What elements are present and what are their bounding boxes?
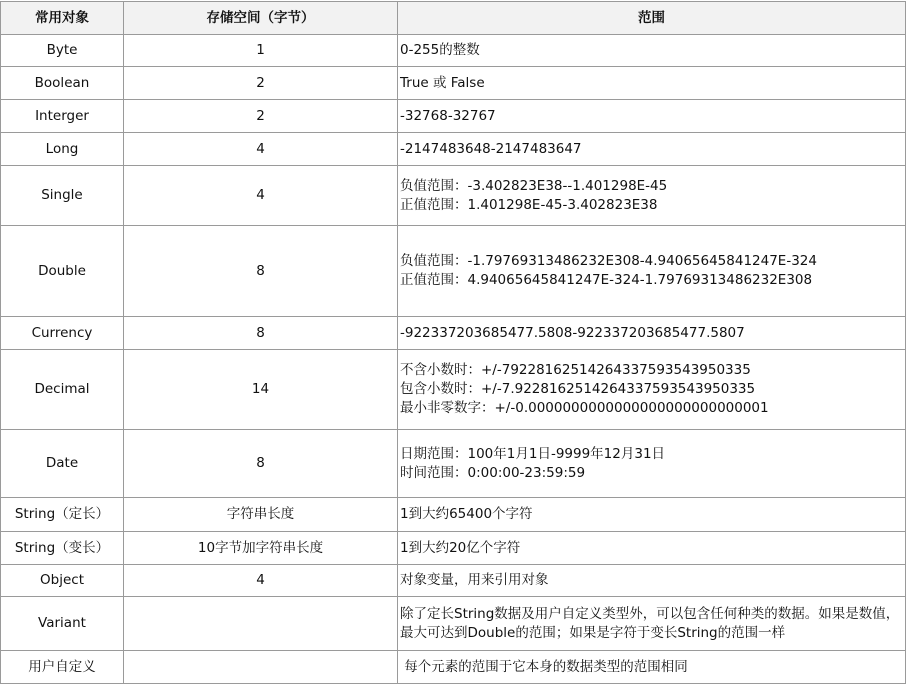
row-size-cell: 8 — [124, 430, 398, 498]
row-range-cell: 日期范围：100年1月1日-9999年12月31日 时间范围：0:00:00-23:59:59 — [398, 430, 906, 498]
row-size-cell — [124, 597, 398, 651]
row-range-cell: 负值范围：-1.79769313486232E308-4.94065645841247E-324 正值范围：4.94065645841247E-324-1.79769313486232E308 — [398, 226, 906, 317]
row-range-cell: -32768-32767 — [398, 100, 906, 133]
row-type-cell: Currency — [1, 317, 124, 350]
table-row — [1, 651, 906, 684]
row-type-cell: String（定长） — [1, 498, 124, 532]
row-size-cell: 8 — [124, 317, 398, 350]
row-size-cell: 4 — [124, 565, 398, 597]
row-range-cell: 1到大约65400个字符 — [398, 498, 906, 532]
row-type-cell: Double — [1, 226, 124, 317]
table-row — [1, 166, 906, 226]
row-range-cell: 0-255的整数 — [398, 35, 906, 67]
row-size-cell: 8 — [124, 226, 398, 317]
row-type-cell: Byte — [1, 35, 124, 67]
table-row — [1, 565, 906, 597]
data-types-table — [0, 1, 906, 684]
row-type-cell: Single — [1, 166, 124, 226]
row-range-cell: 每个元素的范围于它本身的数据类型的范围相同 — [398, 651, 906, 684]
table-row — [1, 597, 906, 651]
row-range-cell: 对象变量，用来引用对象 — [398, 565, 906, 597]
table-row — [1, 317, 906, 350]
row-type-cell: 用户自定义 — [1, 651, 124, 684]
row-range-cell: 1到大约20亿个字符 — [398, 532, 906, 565]
row-type-cell: Boolean — [1, 67, 124, 100]
table-row — [1, 350, 906, 430]
table-row — [1, 430, 906, 498]
row-type-cell: Object — [1, 565, 124, 597]
table-row — [1, 100, 906, 133]
row-size-cell — [124, 651, 398, 684]
row-range-cell: -922337203685477.5808-922337203685477.5807 — [398, 317, 906, 350]
row-size-cell: 14 — [124, 350, 398, 430]
row-range-cell: 除了定长String数据及用户自定义类型外，可以包含任何种类的数据。如果是数值，最大可达到Double的范围；如果是字符于变长String的范围一样 — [398, 597, 906, 651]
row-size-cell: 4 — [124, 166, 398, 226]
row-range-cell: 不含小数时：+/-79228162514264337593543950335 包含小数时：+/-7.9228162514264337593543950335 最小非零数字：+/-0.0000000000000000000000000001 — [398, 350, 906, 430]
row-type-cell: Variant — [1, 597, 124, 651]
row-range-cell: -2147483648-2147483647 — [398, 133, 906, 166]
row-type-cell: Interger — [1, 100, 124, 133]
row-type-cell: String（变长） — [1, 532, 124, 565]
row-size-cell: 4 — [124, 133, 398, 166]
table-row — [1, 67, 906, 100]
row-type-cell: Decimal — [1, 350, 124, 430]
row-size-cell: 10字节加字符串长度 — [124, 532, 398, 565]
row-size-cell: 字符串长度 — [124, 498, 398, 532]
table-row — [1, 133, 906, 166]
table-row — [1, 532, 906, 565]
row-range-cell: 负值范围：-3.402823E38--1.401298E-45 正值范围：1.401298E-45-3.402823E38 — [398, 166, 906, 226]
table-row — [1, 498, 906, 532]
table-row — [1, 35, 906, 67]
header-range: 范围 — [398, 2, 906, 35]
header-common-object: 常用对象 — [1, 2, 124, 35]
row-range-cell: True 或 False — [398, 67, 906, 100]
row-type-cell: Date — [1, 430, 124, 498]
table-header-row — [1, 2, 906, 35]
table-row — [1, 226, 906, 317]
row-size-cell: 1 — [124, 35, 398, 67]
row-type-cell: Long — [1, 133, 124, 166]
row-size-cell: 2 — [124, 67, 398, 100]
row-size-cell: 2 — [124, 100, 398, 133]
header-storage-size: 存储空间（字节） — [124, 2, 398, 35]
